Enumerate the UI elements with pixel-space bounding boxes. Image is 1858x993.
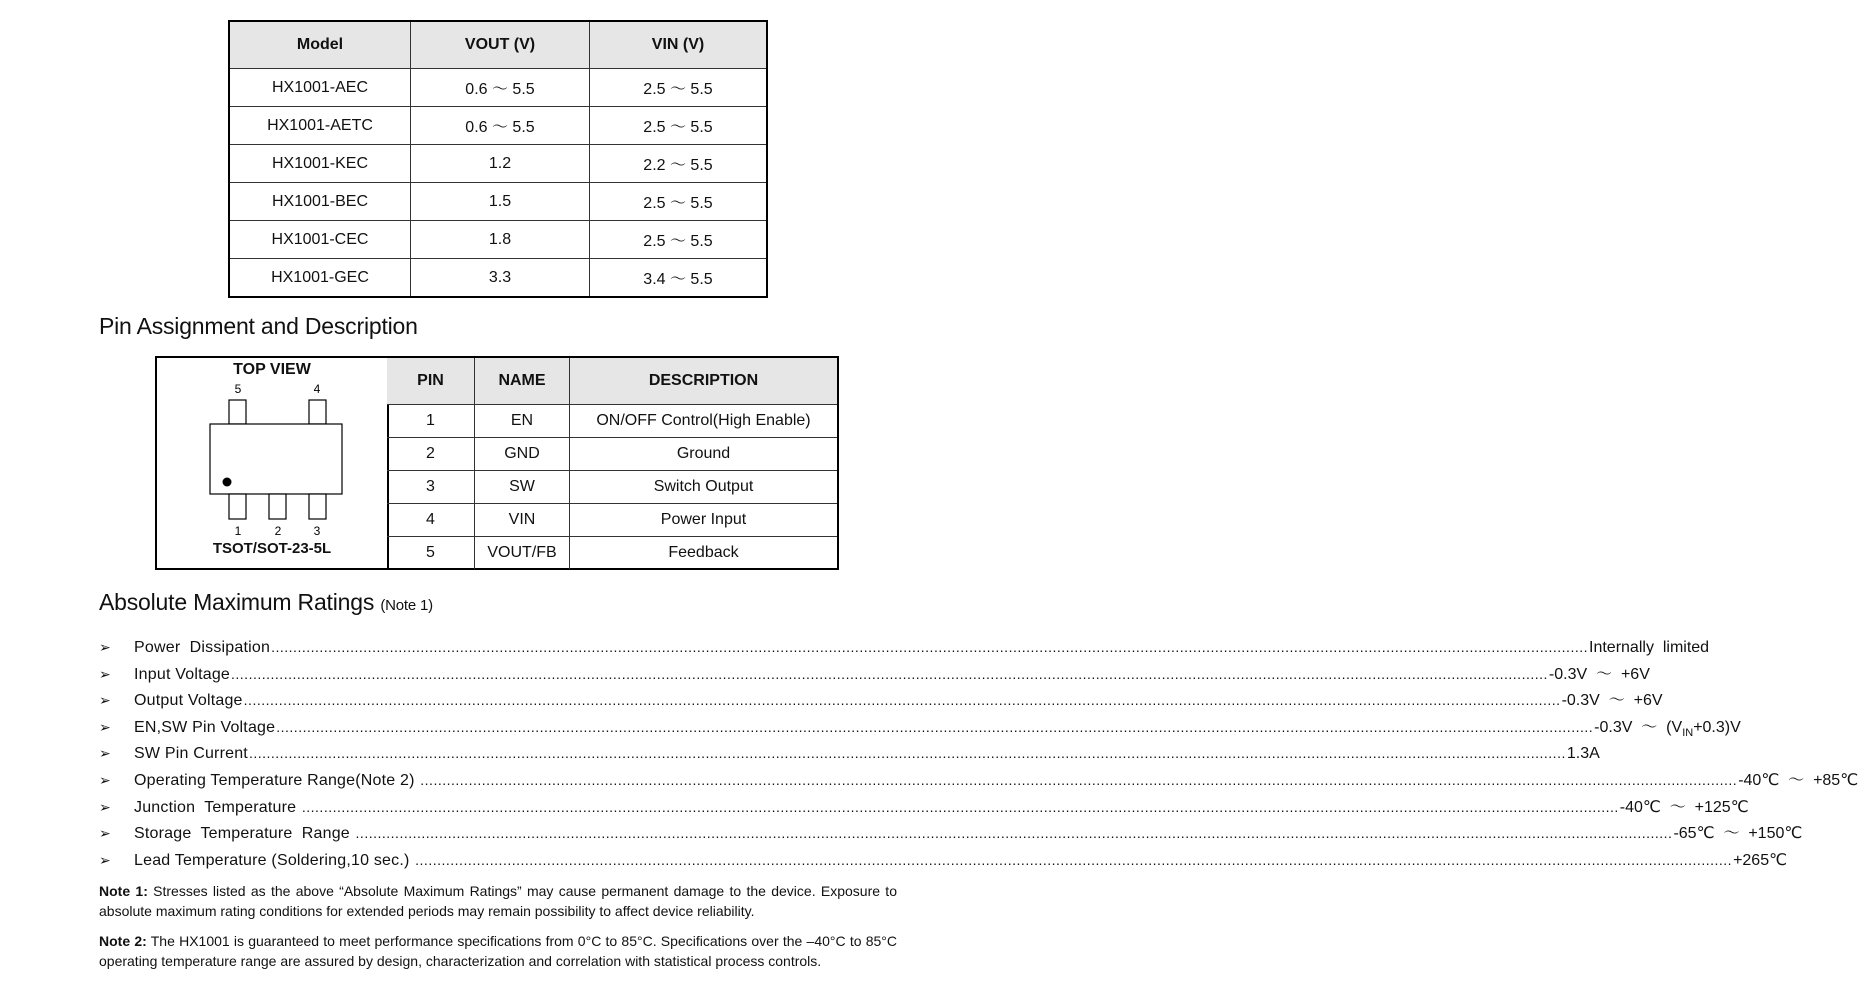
pin-number-cell: 1 <box>387 405 475 438</box>
pin-3-lead <box>309 494 326 519</box>
table-row <box>387 405 837 438</box>
rating-label: EN,SW Pin Voltage <box>134 718 276 736</box>
rating-value: -0.3V ～ +6V <box>1548 665 1650 683</box>
rating-value: Internally limited <box>1589 639 1710 656</box>
pin-name-cell: GND <box>475 438 570 471</box>
rating-value-prefix: -0.3V ～ (V <box>1594 718 1683 736</box>
arrow-bullet-icon: ➢ <box>99 718 111 735</box>
pin-4-lead <box>309 400 326 424</box>
pin-5-lead <box>229 400 246 424</box>
note-1-label: Note 1: <box>99 883 148 899</box>
rating-label: Operating Temperature Range(Note 2) <box>134 771 420 789</box>
model-cell: HX1001-AETC <box>229 107 411 145</box>
ratings-list <box>99 634 1858 873</box>
top-view-label: TOP VIEW <box>233 361 311 378</box>
vin-cell: 2.5 ～ 5.5 <box>590 107 768 145</box>
rating-label: Output Voltage <box>134 692 243 710</box>
dot-leader: ............................................................................................................................................................................................................................................................................................................ <box>355 825 1673 842</box>
pin-description-cell: Switch Output <box>570 471 838 504</box>
vout-cell: 1.8 <box>411 221 590 259</box>
ratings-section-title <box>99 589 433 616</box>
list-item <box>99 714 1741 741</box>
pin-number-2: 2 <box>274 524 282 538</box>
model-table <box>228 20 768 298</box>
vout-cell: 0.6 ～ 5.5 <box>411 69 590 107</box>
model-cell: HX1001-BEC <box>229 183 411 221</box>
vin-cell: 2.5 ～ 5.5 <box>590 221 768 259</box>
dot-leader: ............................................................................................................................................................................................................................................................................................................ <box>243 692 1561 709</box>
dot-leader: ............................................................................................................................................................................................................................................................................................................ <box>301 798 1619 815</box>
pin-name-cell: VIN <box>475 504 570 537</box>
model-cell: HX1001-AEC <box>229 69 411 107</box>
rating-label: Input Voltage <box>134 665 231 683</box>
package-name-label: TSOT/SOT-23-5L <box>212 540 332 557</box>
rating-value: 1.3A <box>1566 745 1600 763</box>
vout-cell: 1.2 <box>411 145 590 183</box>
header-vin: VIN (V) <box>590 21 768 69</box>
vout-cell: 0.6 ～ 5.5 <box>411 107 590 145</box>
rating-value <box>1594 715 1741 747</box>
arrow-bullet-icon: ➢ <box>99 665 111 682</box>
vin-cell: 2.5 ～ 5.5 <box>590 69 768 107</box>
pin-description-cell: Ground <box>570 438 838 471</box>
table-row <box>387 537 837 570</box>
table-row <box>229 107 767 145</box>
list-item <box>99 634 1710 661</box>
header-description: DESCRIPTION <box>570 358 838 405</box>
rating-label: Lead Temperature (Soldering,10 sec.) <box>134 851 415 869</box>
model-table-header-row <box>229 21 767 69</box>
package-drawing <box>157 358 387 568</box>
arrow-bullet-icon: ➢ <box>99 851 111 868</box>
rating-label: Junction Temperature <box>134 798 301 816</box>
vin-cell: 2.2 ～ 5.5 <box>590 145 768 183</box>
table-row <box>387 471 837 504</box>
list-item <box>99 767 1858 794</box>
pin-1-marker-dot <box>223 478 232 487</box>
dot-leader: ............................................................................................................................................................................................................................................................................................................ <box>248 745 1566 762</box>
dot-leader: ............................................................................................................................................................................................................................................................................................................ <box>415 851 1733 868</box>
header-vout: VOUT (V) <box>411 21 590 69</box>
package-diagram <box>157 358 389 568</box>
note-1 <box>99 881 897 921</box>
pin-number-3: 3 <box>313 524 321 538</box>
pin-number-cell: 2 <box>387 438 475 471</box>
model-cell: HX1001-CEC <box>229 221 411 259</box>
table-row <box>387 504 837 537</box>
ratings-title-text: Absolute Maximum Ratings <box>99 589 375 615</box>
rating-value-subscript: IN <box>1682 726 1694 739</box>
pin-name-cell: SW <box>475 471 570 504</box>
pin-1-lead <box>229 494 246 519</box>
pin-table-header-row <box>387 358 837 405</box>
pin-number-4: 4 <box>313 382 321 396</box>
rating-label: Storage Temperature Range <box>134 825 355 843</box>
rating-value: -65℃ ～ +150℃ <box>1673 825 1803 843</box>
rating-value: -40℃ ～ +125℃ <box>1619 798 1749 816</box>
pin-number-cell: 4 <box>387 504 475 537</box>
vin-cell: 3.4 ～ 5.5 <box>590 259 768 298</box>
list-item <box>99 740 1600 767</box>
note-2-label: Note 2: <box>99 933 147 949</box>
arrow-bullet-icon: ➢ <box>99 771 111 788</box>
vout-cell: 3.3 <box>411 259 590 298</box>
dot-leader: ............................................................................................................................................................................................................................................................................................................ <box>231 665 1548 682</box>
list-item <box>99 820 1803 847</box>
rating-value: -0.3V ～ +6V <box>1561 692 1663 710</box>
table-row <box>229 221 767 259</box>
header-model: Model <box>229 21 411 69</box>
header-pin: PIN <box>387 358 475 405</box>
list-item <box>99 794 1749 821</box>
list-item <box>99 661 1650 688</box>
dot-leader: ............................................................................................................................................................................................................................................................................................................ <box>271 639 1589 655</box>
arrow-bullet-icon: ➢ <box>99 639 111 655</box>
header-name: NAME <box>475 358 570 405</box>
table-row <box>229 69 767 107</box>
dot-leader: ............................................................................................................................................................................................................................................................................................................ <box>276 718 1594 735</box>
pin-table <box>387 358 837 569</box>
model-cell: HX1001-KEC <box>229 145 411 183</box>
pin-assignment-box <box>155 356 839 570</box>
note-1-text: Stresses listed as the above “Absolute Maximum Ratings” may cause permanent damage to the device. Exposure to absolute maximum rating conditions for extended periods may remain possibility to affect device reliability. <box>99 883 897 919</box>
pin-section-title: Pin Assignment and Description <box>99 313 418 339</box>
arrow-bullet-icon: ➢ <box>99 798 111 815</box>
note-2 <box>99 931 897 971</box>
rating-value: -40℃ ～ +85℃ <box>1738 771 1858 789</box>
pin-description-cell: Power Input <box>570 504 838 537</box>
list-item <box>99 687 1663 714</box>
pin-2-lead <box>269 494 286 519</box>
arrow-bullet-icon: ➢ <box>99 825 111 842</box>
rating-label: Power Dissipation <box>134 639 271 656</box>
arrow-bullet-icon: ➢ <box>99 745 111 762</box>
pin-number-cell: 3 <box>387 471 475 504</box>
dot-leader: ............................................................................................................................................................................................................................................................................................................ <box>420 771 1738 788</box>
vout-cell: 1.5 <box>411 183 590 221</box>
vin-cell: 2.5 ～ 5.5 <box>590 183 768 221</box>
pin-description-cell: ON/OFF Control(High Enable) <box>570 405 838 438</box>
pin-number-5: 5 <box>234 382 242 396</box>
note-2-text: The HX1001 is guaranteed to meet performance specifications from 0°C to 85°C. Specifications over the –40°C to 85°C operating temperature range are assured by design, characterization and correlation with statistical process controls. <box>99 933 897 969</box>
table-row <box>229 259 767 298</box>
list-item <box>99 847 1788 874</box>
pin-description-cell: Feedback <box>570 537 838 570</box>
table-row <box>229 145 767 183</box>
pin-number-1: 1 <box>234 524 242 538</box>
arrow-bullet-icon: ➢ <box>99 692 111 709</box>
table-row <box>387 438 837 471</box>
ratings-title-note: (Note 1) <box>380 597 433 614</box>
table-row <box>229 183 767 221</box>
rating-value-suffix: +0.3)V <box>1693 718 1741 736</box>
pin-name-cell: VOUT/FB <box>475 537 570 570</box>
rating-value: +265℃ <box>1733 851 1788 869</box>
model-cell: HX1001-GEC <box>229 259 411 298</box>
pin-name-cell: EN <box>475 405 570 438</box>
pin-number-cell: 5 <box>387 537 475 570</box>
rating-label: SW Pin Current <box>134 745 248 763</box>
